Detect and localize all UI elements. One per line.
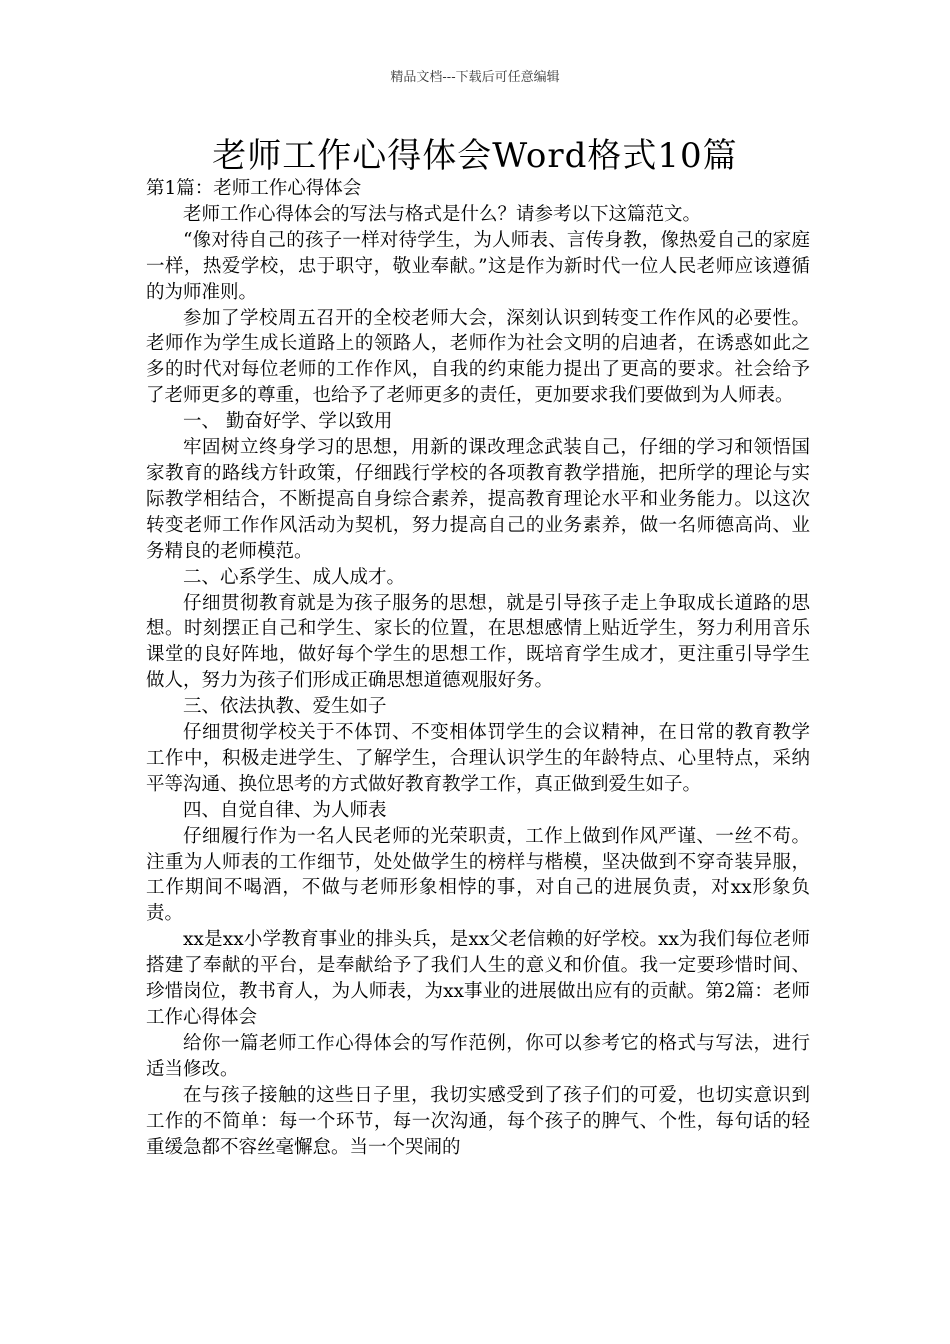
document-title: 老师工作心得体会Word格式10篇 <box>212 136 738 176</box>
body-paragraph: 一、 勤奋好学、学以致用 <box>183 411 393 433</box>
body-paragraph: 给你一篇老师工作心得体会的写作范例，你可以参考它的格式与写法，进行适当修改。 <box>146 1032 810 1080</box>
body-paragraph: 四、自觉自律、为人师表 <box>183 799 387 821</box>
body-paragraph: 仔细履行作为一名人民老师的光荣职责，工作上做到作风严谨、一丝不苟。注重为人师表的工作细节，处处做学生的榜样与楷模，坚决做到不穿奇装异服，工作期间不喝酒，不做与老师形象相悖的事，对自己的进展负责，对xx形象负责。 <box>146 825 810 925</box>
body-paragraph: 第1篇：老师工作心得体会 <box>146 178 362 199</box>
body-paragraph: 仔细贯彻学校关于不体罚、不变相体罚学生的会议精神，在日常的教育教学工作中，积极走进学生、了解学生，合理认识学生的年龄特点、心里特点，采纳平等沟通、换位思考的方式做好教育教学工作，真正做到爱生如子。 <box>146 722 810 795</box>
body-paragraph: 在与孩子接触的这些日子里，我切实感受到了孩子们的可爱，也切实意识到工作的不简单：每一个环节，每一次沟通，每个孩子的脾气、个性，每句话的轻重缓急都不容丝毫懈怠。当一个哭闹的 <box>146 1084 810 1158</box>
body-paragraph: “像对待自己的孩子一样对待学生，为人师表、言传身教，像热爱自己的家庭一样，热爱学校，忠于职守，敬业奉献。”这是作为新时代一位人民老师应该遵循的为师准则。 <box>146 229 810 303</box>
body-paragraph: 二、心系学生、成人成才。 <box>183 566 406 588</box>
body-paragraph: 老师工作心得体会的写法与格式是什么？请参考以下这篇范文。 <box>183 203 702 225</box>
page-header: 精品文档---下载后可任意编辑 <box>390 70 560 85</box>
document-body <box>146 176 810 1160</box>
body-paragraph: 仔细贯彻教育就是为孩子服务的思想，就是引导孩子走上争取成长道路的思想。时刻摆正自己和学生、家长的位置，在思想感情上贴近学生，努力利用音乐课堂的良好阵地，做好每个学生的思想工作，既培育学生成才，更注重引导学生做人，努力为孩子们形成正确思想道德观服好务。 <box>146 592 810 692</box>
body-paragraph: 牢固树立终身学习的思想，用新的课改理念武装自己，仔细的学习和领悟国家教育的路线方针政策，仔细践行学校的各项教育教学措施，把所学的理论与实际教学相结合，不断提高自身综合素养，提高教育理论水平和业务能力。以这次转变老师工作作风活动为契机，努力提高自己的业务素养，做一名师德高尚、业务精良的老师模范。 <box>146 437 810 562</box>
body-paragraph: xx是xx小学教育事业的排头兵，是xx父老信赖的好学校。xx为我们每位老师搭建了奉献的平台，是奉献给予了我们人生的意义和价值。我一定要珍惜时间、珍惜岗位，教书育人，为人师表，为xx事业的进展做出应有的贡献。第2篇：老师工作心得体会 <box>146 929 810 1028</box>
body-paragraph: 三、依法执教、爱生如子 <box>183 696 387 718</box>
body-paragraph: 参加了学校周五召开的全校老师大会，深刻认识到转变工作作风的必要性。老师作为学生成长道路上的领路人，老师作为社会文明的启迪者，在诱惑如此之多的时代对每位老师的工作作风，自我的约束能力提出了更高的要求。社会给予了老师更多的尊重，也给予了老师更多的责任，更加要求我们要做到为人师表。 <box>146 307 810 407</box>
